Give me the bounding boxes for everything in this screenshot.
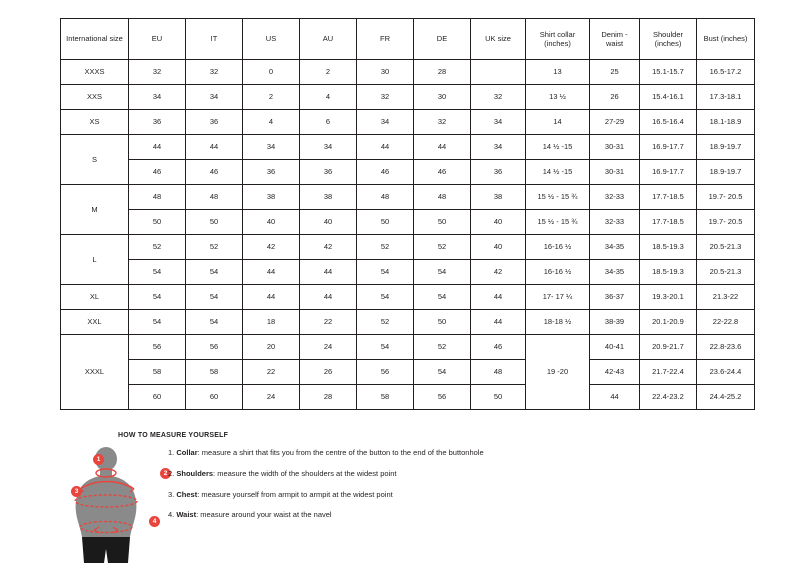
cell-de: 54 [414,260,471,285]
cell-shoulder: 19.3-20.1 [640,285,697,310]
cell-fr: 54 [357,260,414,285]
cell-denim-waist: 26 [590,85,640,110]
column-header-uk-size: UK size [471,19,526,60]
cell-us: 38 [243,185,300,210]
cell-denim-waist: 36-37 [590,285,640,310]
cell-it: 54 [186,285,243,310]
cell-shoulder: 17.7-18.5 [640,185,697,210]
cell-bust: 21.3-22 [697,285,755,310]
cell-shirt-collar: 13 [526,60,590,85]
column-header-shoulder: Shoulder (inches) [640,19,697,60]
cell-fr: 32 [357,85,414,110]
cell-fr: 58 [357,385,414,410]
cell-us: 34 [243,135,300,160]
cell-it: 56 [186,335,243,360]
cell-shoulder: 16.9-17.7 [640,135,697,160]
cell-bust: 19.7- 20.5 [697,210,755,235]
cell-us: 18 [243,310,300,335]
cell-bust: 20.5-21.3 [697,260,755,285]
table-body [61,60,755,410]
table-row [61,385,755,410]
cell-uk-size: 40 [471,235,526,260]
instruction-line [168,448,598,458]
cell-denim-waist: 34-35 [590,235,640,260]
cell-shoulder: 21.7-22.4 [640,360,697,385]
column-header-us: US [243,19,300,60]
column-header-de: DE [414,19,471,60]
cell-international-size: XXXL [61,335,129,410]
cell-eu: 54 [129,310,186,335]
cell-bust: 19.7- 20.5 [697,185,755,210]
cell-fr: 56 [357,360,414,385]
cell-de: 44 [414,135,471,160]
cell-fr: 48 [357,185,414,210]
cell-de: 30 [414,85,471,110]
table-row [61,235,755,260]
cell-au: 36 [300,160,357,185]
cell-shirt-collar: 15 ½ - 15 ¾ [526,210,590,235]
cell-de: 50 [414,310,471,335]
cell-denim-waist: 44 [590,385,640,410]
table-row [61,135,755,160]
instruction-line [168,510,598,520]
cell-au: 6 [300,110,357,135]
cell-denim-waist: 32-33 [590,185,640,210]
cell-it: 48 [186,185,243,210]
cell-au: 44 [300,260,357,285]
cell-bust: 24.4-25.2 [697,385,755,410]
cell-bust: 22.8-23.6 [697,335,755,360]
cell-eu: 56 [129,335,186,360]
column-header-it: IT [186,19,243,60]
header-row [61,19,755,60]
instruction-number: 4. [168,510,175,520]
cell-denim-waist: 38-39 [590,310,640,335]
cell-us: 2 [243,85,300,110]
cell-shoulder: 18.5-19.3 [640,235,697,260]
cell-uk-size [471,60,526,85]
cell-bust: 20.5-21.3 [697,235,755,260]
column-header-au: AU [300,19,357,60]
cell-international-size: XL [61,285,129,310]
cell-au: 40 [300,210,357,235]
cell-shirt-collar: 15 ½ - 15 ¾ [526,185,590,210]
cell-bust: 18.9-19.7 [697,135,755,160]
table-row [61,85,755,110]
cell-uk-size: 46 [471,335,526,360]
cell-denim-waist: 25 [590,60,640,85]
cell-shoulder: 20.1-20.9 [640,310,697,335]
cell-eu: 34 [129,85,186,110]
cell-fr: 52 [357,310,414,335]
cell-international-size: M [61,185,129,235]
column-header-shirt-collar: Shirt collar (inches) [526,19,590,60]
cell-shirt-collar: 13 ½ [526,85,590,110]
cell-shoulder: 20.9-21.7 [640,335,697,360]
cell-uk-size: 44 [471,310,526,335]
measurement-instructions [168,448,598,531]
instruction-number: 1. [168,448,175,457]
instruction-label: Waist [176,510,197,520]
instruction-label: Collar [176,448,198,457]
instruction-line [168,490,598,500]
cell-eu: 52 [129,235,186,260]
cell-it: 58 [186,360,243,385]
marker-2-shoulders: 2 [160,468,171,479]
cell-uk-size: 38 [471,185,526,210]
table-row [61,285,755,310]
cell-au: 42 [300,235,357,260]
cell-it: 50 [186,210,243,235]
cell-de: 46 [414,160,471,185]
cell-bust: 17.3-18.1 [697,85,755,110]
cell-fr: 30 [357,60,414,85]
cell-uk-size: 34 [471,110,526,135]
cell-eu: 60 [129,385,186,410]
cell-fr: 52 [357,235,414,260]
cell-it: 46 [186,160,243,185]
cell-shirt-collar: 16-16 ½ [526,235,590,260]
cell-uk-size: 34 [471,135,526,160]
cell-de: 28 [414,60,471,85]
cell-de: 56 [414,385,471,410]
table-row [61,160,755,185]
cell-fr: 44 [357,135,414,160]
cell-it: 36 [186,110,243,135]
cell-bust: 16.5-17.2 [697,60,755,85]
cell-denim-waist: 34-35 [590,260,640,285]
cell-de: 52 [414,335,471,360]
cell-it: 44 [186,135,243,160]
figure-illustration [60,445,170,565]
cell-us: 4 [243,110,300,135]
cell-us: 24 [243,385,300,410]
table-row [61,210,755,235]
cell-international-size: S [61,135,129,185]
table-header [61,19,755,60]
cell-us: 36 [243,160,300,185]
cell-eu: 54 [129,285,186,310]
cell-denim-waist: 27-29 [590,110,640,135]
table-row [61,110,755,135]
cell-shirt-collar: 14 [526,110,590,135]
cell-bust: 18.9-19.7 [697,160,755,185]
cell-international-size: XS [61,110,129,135]
cell-international-size: XXS [61,85,129,110]
size-chart-table [60,18,755,410]
cell-shirt-collar: 14 ½ -15 [526,160,590,185]
cell-uk-size: 48 [471,360,526,385]
cell-shoulder: 16.5-16.4 [640,110,697,135]
marker-4-waist: 4 [149,516,160,527]
cell-it: 60 [186,385,243,410]
table-row [61,260,755,285]
cell-au: 38 [300,185,357,210]
cell-uk-size: 42 [471,260,526,285]
cell-bust: 18.1-18.9 [697,110,755,135]
instruction-label: Shoulders [176,468,214,478]
cell-uk-size: 40 [471,210,526,235]
cell-fr: 46 [357,160,414,185]
cell-it: 54 [186,310,243,335]
table-row [61,335,755,360]
cell-denim-waist: 40-41 [590,335,640,360]
cell-it: 32 [186,60,243,85]
column-header-denim-waist: Denim - waist [590,19,640,60]
body-measurement-figure [60,445,170,565]
cell-fr: 50 [357,210,414,235]
cell-fr: 54 [357,285,414,310]
cell-it: 34 [186,85,243,110]
cell-de: 54 [414,285,471,310]
cell-us: 42 [243,235,300,260]
instruction-text: : measure the width of the shoulders at the widest point [213,468,397,478]
cell-eu: 54 [129,260,186,285]
marker-3-chest: 3 [71,486,82,497]
cell-de: 32 [414,110,471,135]
cell-uk-size: 32 [471,85,526,110]
column-header-international-size: International size [61,19,129,60]
cell-us: 20 [243,335,300,360]
how-to-measure-title: HOW TO MEASURE YOURSELF [118,432,229,439]
cell-shoulder: 17.7-18.5 [640,210,697,235]
marker-1-collar: 1 [93,454,104,465]
cell-shoulder: 15.1-15.7 [640,60,697,85]
cell-shoulder: 16.9-17.7 [640,160,697,185]
cell-au: 44 [300,285,357,310]
cell-us: 40 [243,210,300,235]
cell-shirt-collar: 16-16 ½ [526,260,590,285]
cell-it: 52 [186,235,243,260]
cell-au: 34 [300,135,357,160]
cell-shirt-collar: 19 -20 [526,335,590,410]
cell-uk-size: 44 [471,285,526,310]
cell-au: 28 [300,385,357,410]
cell-denim-waist: 32-33 [590,210,640,235]
cell-us: 22 [243,360,300,385]
cell-us: 44 [243,285,300,310]
cell-shirt-collar: 18-18 ½ [526,310,590,335]
cell-eu: 36 [129,110,186,135]
instruction-text: : measure a shirt that fits you from the centre of the button to the end of the buttonhole [197,448,484,457]
instruction-number: 2. [168,468,175,478]
cell-uk-size: 36 [471,160,526,185]
instruction-line [168,469,598,479]
cell-au: 4 [300,85,357,110]
cell-shirt-collar: 17- 17 ¼ [526,285,590,310]
cell-eu: 44 [129,135,186,160]
table-row [61,360,755,385]
cell-de: 52 [414,235,471,260]
cell-de: 48 [414,185,471,210]
cell-bust: 22-22.8 [697,310,755,335]
instruction-label: Chest [176,489,198,499]
cell-au: 22 [300,310,357,335]
cell-shirt-collar: 14 ½ -15 [526,135,590,160]
cell-shoulder: 15.4-16.1 [640,85,697,110]
table-row [61,310,755,335]
cell-au: 24 [300,335,357,360]
cell-us: 0 [243,60,300,85]
cell-eu: 46 [129,160,186,185]
cell-de: 54 [414,360,471,385]
column-header-eu: EU [129,19,186,60]
cell-eu: 58 [129,360,186,385]
cell-eu: 48 [129,185,186,210]
cell-it: 54 [186,260,243,285]
cell-denim-waist: 42-43 [590,360,640,385]
cell-eu: 50 [129,210,186,235]
cell-shoulder: 18.5-19.3 [640,260,697,285]
cell-international-size: XXL [61,310,129,335]
column-header-bust: Bust (inches) [697,19,755,60]
cell-uk-size: 50 [471,385,526,410]
cell-eu: 32 [129,60,186,85]
cell-international-size: L [61,235,129,285]
cell-bust: 23.6-24.4 [697,360,755,385]
instruction-number: 3. [168,489,175,499]
instruction-text: : measure around your waist at the navel [196,510,332,520]
cell-denim-waist: 30-31 [590,135,640,160]
cell-shoulder: 22.4-23.2 [640,385,697,410]
instruction-text: : measure yourself from armpit to armpit at the widest point [197,489,393,499]
cell-fr: 54 [357,335,414,360]
cell-international-size: XXXS [61,60,129,85]
cell-fr: 34 [357,110,414,135]
cell-denim-waist: 30-31 [590,160,640,185]
cell-au: 2 [300,60,357,85]
cell-us: 44 [243,260,300,285]
table-row [61,185,755,210]
column-header-fr: FR [357,19,414,60]
cell-au: 26 [300,360,357,385]
table-row [61,60,755,85]
cell-de: 50 [414,210,471,235]
